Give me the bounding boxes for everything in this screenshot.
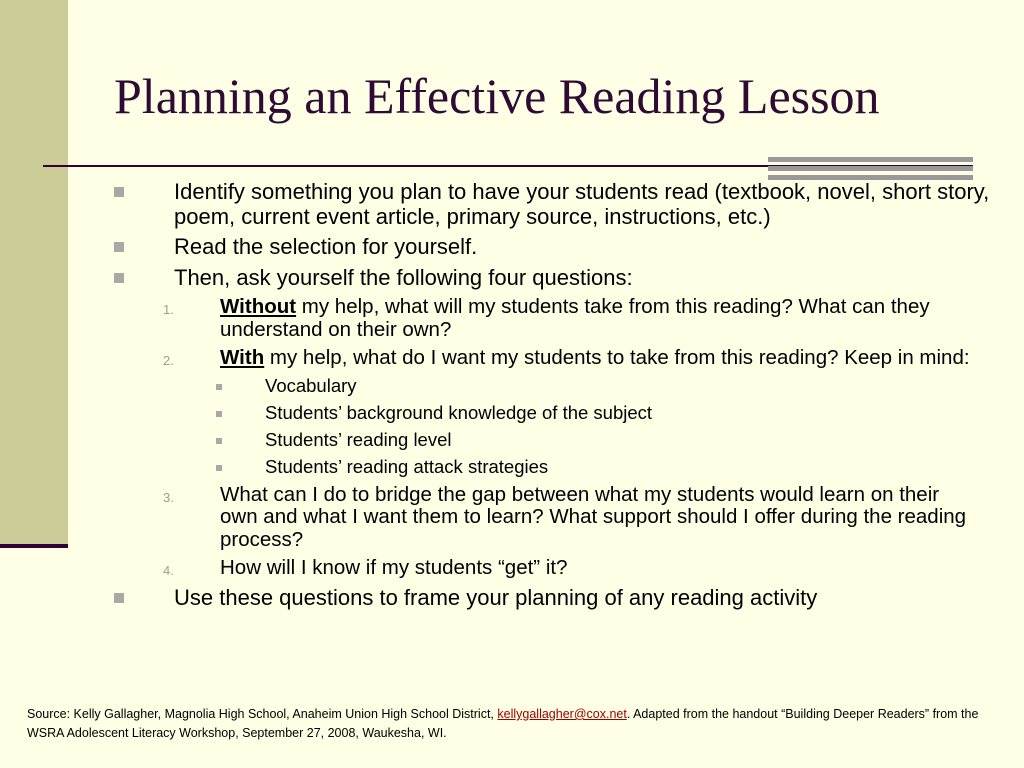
sub-bullet-item	[114, 375, 994, 397]
left-band-rule	[0, 544, 68, 548]
question-item	[114, 296, 970, 341]
small-square-bullet-icon	[216, 438, 222, 444]
question-text: What can I do to bridge the gap between what my students would learn on their own and what I want them to learn? What support should I offer during the reading process?	[220, 482, 967, 551]
bullet-text: Identify something you plan to have your students read (textbook, novel, short story, poem, current event article, primary source, instructions, etc.)	[174, 179, 990, 229]
sub-bullet-text: Students’ reading level	[265, 428, 452, 450]
question-emphasis: Without	[220, 295, 297, 318]
sub-bullet-text: Students’ reading attack strategies	[265, 455, 549, 477]
bullet-item	[114, 586, 994, 611]
question-number: 3.	[163, 489, 174, 505]
question-emphasis: With	[220, 346, 265, 369]
question-text: How will I know if my students “get” it?	[220, 556, 568, 579]
question-item	[114, 484, 970, 552]
sub-bullet-item	[114, 402, 994, 424]
square-bullet-icon	[114, 187, 124, 197]
small-square-bullet-icon	[216, 465, 222, 471]
small-square-bullet-icon	[216, 411, 222, 417]
sub-bullet-item	[114, 429, 994, 451]
bullet-item	[114, 235, 994, 260]
source-prefix: Source: Kelly Gallagher, Magnolia High School, Anaheim Union High School District,	[27, 707, 498, 721]
small-square-bullet-icon	[216, 384, 222, 390]
author-email-link[interactable]: kellygallagher@cox.net	[497, 707, 627, 721]
source-suffix: . Adapted from the handout “Building Deeper Readers” from the WSRA Adolescent Literacy Workshop, September 27, 2008, Waukesha, WI.	[27, 707, 979, 740]
bullet-item	[114, 266, 994, 291]
bullet-item	[114, 180, 994, 229]
bullet-text: Read the selection for yourself.	[174, 234, 478, 259]
sub-bullet-text: Vocabulary	[265, 374, 357, 396]
bullet-text: Use these questions to frame your planning of any reading activity	[174, 584, 818, 610]
question-number: 4.	[163, 563, 174, 578]
sub-bullet-item	[114, 456, 994, 478]
slide-body	[114, 180, 994, 610]
square-bullet-icon	[114, 242, 124, 252]
question-text: my help, what do I want my students to take from this reading? Keep in mind:	[264, 346, 970, 369]
question-item	[114, 557, 970, 580]
divider-accent-bars	[768, 157, 973, 180]
question-text: my help, what will my students take from this reading? What can they understand on their own?	[220, 295, 930, 341]
left-decorative-band	[0, 0, 68, 545]
bullet-text: Then, ask yourself the following four questions:	[174, 264, 633, 290]
question-number: 2.	[163, 353, 174, 368]
sub-bullet-text: Students’ background knowledge of the subject	[265, 401, 653, 423]
square-bullet-icon	[114, 593, 124, 603]
slide-title: Planning an Effective Reading Lesson	[114, 68, 880, 124]
question-number: 1.	[163, 302, 174, 317]
accent-bar	[768, 166, 973, 171]
question-item	[114, 347, 970, 370]
accent-bar	[768, 157, 973, 162]
source-citation	[27, 705, 987, 743]
square-bullet-icon	[114, 273, 124, 283]
